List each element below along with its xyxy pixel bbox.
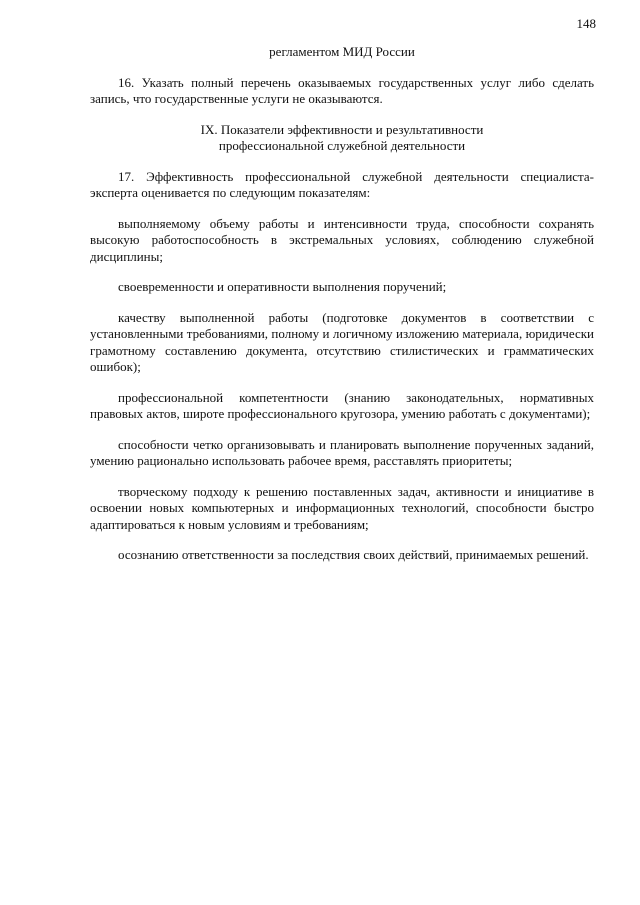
continuation-line: регламентом МИД России <box>269 44 415 59</box>
criterion-5: способности четко организовывать и планировать выполнение порученных заданий, умению рационально использовать рабочее время, расставлять приоритеты; <box>90 436 594 468</box>
page-number: 148 <box>576 16 596 31</box>
criterion-4: профессиональной компетентности (знанию законодательных, нормативных правовых актов, широте профессионального кругозора, умению работать с документами); <box>90 389 594 421</box>
section-heading <box>90 122 594 155</box>
section-heading-line-1: IX. Показатели эффективности и результативности <box>200 121 484 137</box>
document-content <box>90 44 594 578</box>
paragraph-17: 17. Эффективность профессиональной служебной деятельности специалиста-эксперта оценивается по следующим показателям: <box>90 168 594 200</box>
criterion-1: выполняемому объему работы и интенсивности труда, способности сохранять высокую работоспособность в экстремальных условиях, соблюдению служебной дисциплины; <box>90 215 594 264</box>
criterion-2: своевременности и оперативности выполнения поручений; <box>118 279 447 294</box>
paragraph-16: 16. Указать полный перечень оказываемых государственных услуг либо сделать запись, что государственные услуги не оказываются. <box>90 74 594 106</box>
criterion-3: качеству выполненной работы (подготовке документов в соответствии с установленными требованиями, полному и логичному изложению материала, юридически грамотному составлению документа, отсутствию стилистических и грамматических ошибок); <box>90 309 594 374</box>
section-heading-line-2: профессиональной служебной деятельности <box>218 138 466 153</box>
criterion-6: творческому подходу к решению поставленных задач, активности и инициативе в освоении новых компьютерных и информационных технологий, способности быстро адаптироваться к новым условиям и требованиям; <box>90 483 594 532</box>
criterion-7: осознанию ответственности за последствия своих действий, принимаемых решений. <box>118 547 589 562</box>
